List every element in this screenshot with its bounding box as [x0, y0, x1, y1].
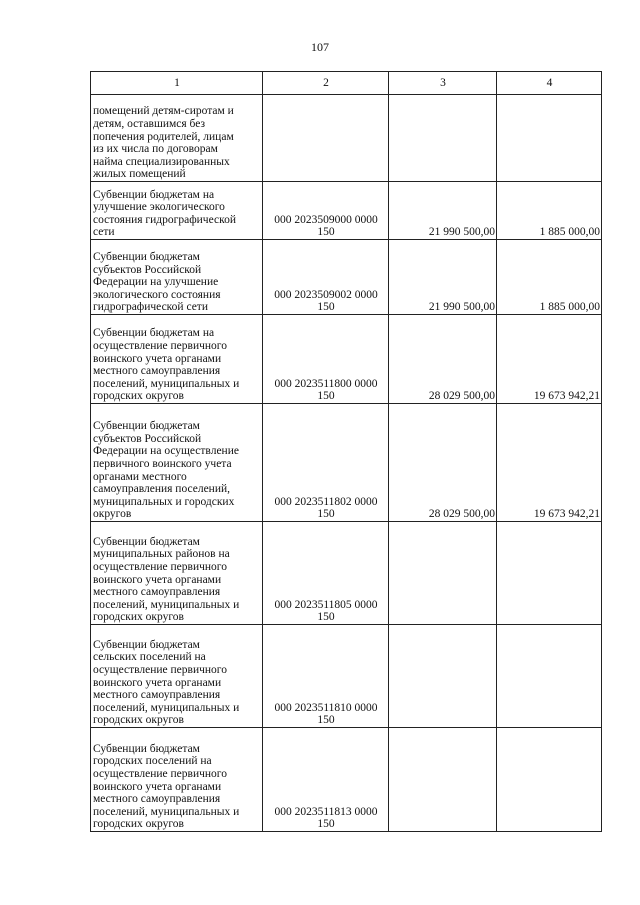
- row-col4-value: 1 885 000,00: [497, 240, 602, 315]
- row-description: Субвенции бюджетам сельских поселений на осуществление первичного воинского учета органами местного самоуправления поселений, муниципальных и городских округов: [93, 638, 240, 727]
- table-row: [91, 315, 602, 404]
- row-code-cell: [263, 625, 389, 728]
- row-col4-value: [497, 522, 602, 625]
- row-col4-value: 19 673 942,21: [497, 315, 602, 404]
- row-description-cell: [91, 404, 263, 522]
- row-col4-value: [497, 728, 602, 832]
- table-row: [91, 240, 602, 315]
- row-description: Субвенции бюджетам муниципальных районов на осуществление первичного воинского учета органами местного самоуправления поселений, муниципальных и городских округов: [93, 535, 240, 624]
- page-number: 107: [311, 40, 329, 54]
- row-description-cell: [91, 315, 263, 404]
- row-col4-value: 1 885 000,00: [497, 182, 602, 240]
- table-row: [91, 404, 602, 522]
- row-code: 000 2023511800 0000 150: [274, 377, 378, 403]
- table-row: [91, 182, 602, 240]
- row-description: Субвенции бюджетам субъектов Российской Федерации на улучшение экологического состояния гидрографической сети: [93, 251, 221, 314]
- row-col4-value: [497, 95, 602, 182]
- budget-table: [90, 71, 602, 832]
- column-header-2: 2: [263, 72, 389, 95]
- row-code-cell: [263, 182, 389, 240]
- row-code: 000 2023511805 0000 150: [274, 598, 378, 624]
- row-col3-value: [389, 728, 497, 832]
- row-col3-value: [389, 625, 497, 728]
- row-description: Субвенции бюджетам на осуществление первичного воинского учета органами местного самоуправления поселений, муниципальных и городских округов: [93, 327, 240, 403]
- column-header-1: 1: [91, 72, 263, 95]
- row-description-cell: [91, 522, 263, 625]
- row-col3-value: [389, 522, 497, 625]
- row-description: Субвенции бюджетам городских поселений на осуществление первичного воинского учета органами местного самоуправления поселений, муниципальных и городских округов: [93, 742, 240, 831]
- table-row: [91, 522, 602, 625]
- row-col3-value: 21 990 500,00: [389, 240, 497, 315]
- row-code-cell: [263, 728, 389, 832]
- row-description: Субвенции бюджетам субъектов Российской Федерации на осуществление первичного воинского учета органами местного самоуправления поселений, муниципальных и городских округов: [93, 420, 239, 521]
- table-row: [91, 728, 602, 832]
- row-description-cell: [91, 182, 263, 240]
- row-code-cell: [263, 240, 389, 315]
- row-col4-value: [497, 625, 602, 728]
- row-col3-value: 28 029 500,00: [389, 404, 497, 522]
- row-description: помещений детям-сиротам и детям, оставшимся без попечения родителей, лицам из их числа по договорам найма специализированных жилых помещений: [93, 105, 234, 181]
- row-code: 000 2023509002 0000 150: [274, 288, 378, 314]
- row-description: Субвенции бюджетам на улучшение экологического состояния гидрографической сети: [93, 188, 236, 239]
- row-code-cell: [263, 95, 389, 182]
- table-row: [91, 95, 602, 182]
- table-row: [91, 625, 602, 728]
- row-code-cell: [263, 315, 389, 404]
- row-col3-value: 28 029 500,00: [389, 315, 497, 404]
- row-description-cell: [91, 728, 263, 832]
- row-code: 000 2023511802 0000 150: [274, 495, 378, 521]
- row-description-cell: [91, 95, 263, 182]
- row-code: 000 2023509000 0000 150: [274, 213, 378, 239]
- row-col3-value: [389, 95, 497, 182]
- row-col3-value: 21 990 500,00: [389, 182, 497, 240]
- row-code-cell: [263, 522, 389, 625]
- row-code: 000 2023511810 0000 150: [274, 701, 378, 727]
- column-header-3: 3: [389, 72, 497, 95]
- column-header-4: 4: [497, 72, 602, 95]
- row-description-cell: [91, 240, 263, 315]
- row-code-cell: [263, 404, 389, 522]
- row-code: 000 2023511813 0000 150: [274, 805, 378, 831]
- row-description-cell: [91, 625, 263, 728]
- table-header-row: [91, 72, 602, 95]
- row-col4-value: 19 673 942,21: [497, 404, 602, 522]
